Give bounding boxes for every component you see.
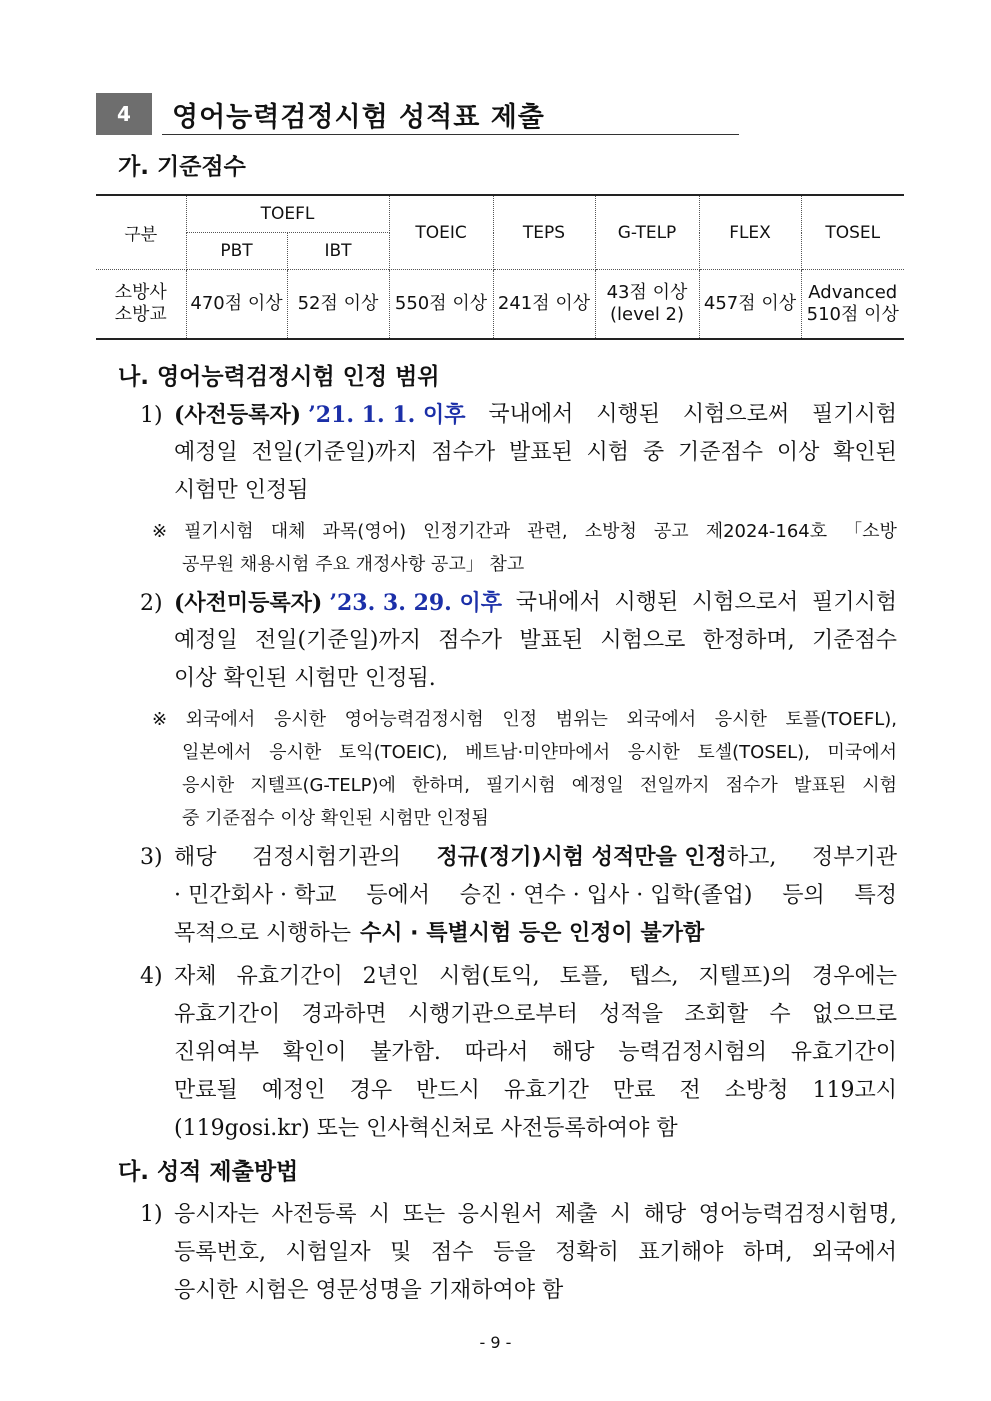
word: 자체 bbox=[174, 964, 217, 989]
item-4-line-4 bbox=[140, 1072, 897, 1110]
word: 미국에서 bbox=[827, 742, 897, 763]
word: 응시한 bbox=[182, 775, 235, 796]
word: 해당 bbox=[643, 1202, 687, 1227]
word: 응시한 bbox=[714, 709, 767, 730]
word: 유효기간 bbox=[503, 1078, 589, 1103]
word: 점수가 bbox=[431, 440, 496, 465]
word: 승진 · 연수 · 입사 · 입학(졸업) bbox=[459, 883, 753, 908]
word: 경우 bbox=[349, 1078, 393, 1103]
word: 공고 bbox=[653, 521, 689, 542]
word: 토익(TOEIC), bbox=[338, 742, 448, 763]
item-c-1-num: 1) bbox=[140, 1202, 163, 1227]
word: 한하며, bbox=[412, 775, 470, 796]
gtelp-score-line1: 43점 이상 bbox=[606, 282, 688, 303]
word: 기준점수 bbox=[677, 440, 763, 465]
word: 예정인 bbox=[261, 1078, 326, 1103]
word: 수 bbox=[769, 1002, 791, 1027]
section-number-badge: 4 bbox=[96, 93, 152, 135]
row-label-line1: 소방사 bbox=[114, 282, 167, 303]
item-4 bbox=[140, 958, 897, 1148]
word: 시행된 bbox=[614, 590, 679, 615]
word: 2년인 bbox=[362, 964, 420, 989]
word: 시험으로 bbox=[600, 628, 686, 653]
item-4-line-2 bbox=[140, 996, 897, 1034]
word: 토플(TOEFL), bbox=[785, 709, 897, 730]
word: 및 bbox=[390, 1240, 412, 1265]
item-c-1 bbox=[140, 1196, 897, 1310]
word: 텝스, bbox=[629, 964, 679, 989]
word: 관련, bbox=[527, 521, 568, 542]
item-2-date: ’23. 3. 29. 이후 bbox=[329, 590, 503, 616]
word: 시험으로서 bbox=[691, 590, 799, 615]
cell-teps-score: 241점 이상 bbox=[493, 270, 595, 340]
item-3-line-2 bbox=[140, 877, 897, 915]
word: 성적을 bbox=[599, 1002, 664, 1027]
word: 점수가 bbox=[725, 775, 778, 796]
word: 한정하며, bbox=[702, 628, 795, 653]
header-toefl: TOEFL bbox=[186, 195, 389, 233]
word: 사전등록 bbox=[271, 1202, 357, 1227]
word: 등록번호, bbox=[174, 1240, 267, 1265]
note-2 bbox=[152, 703, 897, 835]
word: 불가함. bbox=[370, 1040, 441, 1065]
word: 등에서 bbox=[366, 883, 431, 908]
word: 점수가 bbox=[438, 628, 503, 653]
item-c-1-line-1 bbox=[140, 1196, 897, 1234]
word: 하며, bbox=[742, 1240, 793, 1265]
subsection-c-title: 다. 성적 제출방법 bbox=[118, 1159, 299, 1185]
table-header-row bbox=[96, 195, 904, 233]
word: 전 bbox=[679, 1078, 701, 1103]
word: 만료 bbox=[612, 1078, 656, 1103]
text: (119gosi.kr) 또는 인사혁신처로 사전등록하여야 함 bbox=[174, 1116, 678, 1141]
word: 소방청 bbox=[724, 1078, 789, 1103]
word: 확인된 bbox=[833, 440, 897, 465]
word: 응시자는 bbox=[174, 1202, 260, 1227]
word: 검정시험기관의 bbox=[252, 845, 401, 870]
word: 토셀(TOSEL), bbox=[697, 742, 810, 763]
word: 해당 bbox=[174, 845, 217, 870]
word: 인정 bbox=[502, 709, 538, 730]
word: 유효기간이 bbox=[236, 964, 343, 989]
item-1-date: ’21. 1. 1. 이후 bbox=[308, 402, 466, 428]
word: 응시한 bbox=[627, 742, 680, 763]
word: 시행된 bbox=[596, 402, 660, 427]
header-toeic: TOEIC bbox=[389, 195, 493, 270]
word: 응시한 bbox=[269, 742, 322, 763]
word: 해당 bbox=[552, 1040, 595, 1065]
word: 응시원서 bbox=[457, 1202, 543, 1227]
word: 일본에서 bbox=[182, 742, 252, 763]
word: 시험일자 bbox=[285, 1240, 371, 1265]
word: 인정기간과 bbox=[423, 521, 511, 542]
word: 외국에서 bbox=[626, 709, 697, 730]
word: 지텔프)의 bbox=[698, 964, 793, 989]
word: 반드시 bbox=[416, 1078, 480, 1103]
cell-flex-score: 457점 이상 bbox=[699, 270, 801, 340]
item-1-num: 1) bbox=[140, 403, 163, 428]
word: 만료될 bbox=[174, 1078, 238, 1103]
word: 국내에서 bbox=[488, 402, 574, 427]
cell-pbt-score: 470점 이상 bbox=[186, 270, 287, 340]
note-mark: ※ bbox=[152, 521, 168, 542]
text: 공무원 채용시험 주요 개정사항 공고」 참고 bbox=[182, 554, 525, 575]
row-label-line2: 소방교 bbox=[114, 304, 167, 325]
word: 지텔프(G-TELP)에 bbox=[250, 775, 396, 796]
word: 확인이 bbox=[282, 1040, 347, 1065]
note-2-line-4 bbox=[152, 802, 897, 835]
word: 전일(기준일)까지 bbox=[251, 440, 418, 465]
word: 예정일 bbox=[571, 775, 624, 796]
gtelp-score-line2: (level 2) bbox=[610, 304, 685, 325]
word: 대체 bbox=[270, 521, 306, 542]
text: 중 기준점수 이상 확인된 시험만 인정됨 bbox=[182, 808, 489, 829]
header-group: 구분 bbox=[96, 195, 186, 270]
word: 정부기관 bbox=[811, 845, 897, 870]
item-c-1-line-2 bbox=[140, 1234, 897, 1272]
word: 없으므로 bbox=[811, 1002, 897, 1027]
word: 시험 bbox=[862, 775, 897, 796]
item-3-emphasis: 정규(정기)시험 성적만을 인정 bbox=[436, 845, 727, 870]
text: 목적으로 시행하는 bbox=[174, 921, 352, 946]
tosel-score-line1: Advanced bbox=[808, 282, 898, 303]
word: 정확히 bbox=[555, 1240, 619, 1265]
word: · 민간회사 · 학교 bbox=[174, 883, 337, 908]
table-row bbox=[96, 270, 904, 340]
note-mark: ※ bbox=[152, 709, 168, 730]
item-3-line-1 bbox=[140, 839, 897, 877]
word: 표기해야 bbox=[638, 1240, 724, 1265]
cell-toeic-score: 550점 이상 bbox=[389, 270, 493, 340]
word: 소방청 bbox=[584, 521, 637, 542]
section-title: 영어능력검정시험 성적표 제출 bbox=[172, 102, 545, 133]
word: 「소방 bbox=[844, 521, 897, 542]
word: 능력검정시험의 bbox=[618, 1040, 768, 1065]
cell-tosel-score bbox=[801, 270, 904, 340]
word: 필기시험 bbox=[811, 402, 897, 427]
word: 시험(토익, bbox=[439, 964, 540, 989]
word: 필기시험 bbox=[486, 775, 556, 796]
word: 범위는 bbox=[555, 709, 608, 730]
item-c-1-line-3 bbox=[140, 1272, 897, 1310]
item-1-line-1 bbox=[140, 396, 897, 434]
text: 응시한 시험은 영문성명을 기재하여야 함 bbox=[174, 1278, 564, 1303]
word: 또는 bbox=[402, 1202, 446, 1227]
item-2-num: 2) bbox=[140, 591, 163, 616]
word: 발표된 bbox=[519, 628, 584, 653]
word: 전일까지 bbox=[639, 775, 710, 796]
score-table bbox=[96, 194, 904, 340]
item-3-emphasis-2: 수시 · 특별시험 등은 인정이 불가함 bbox=[360, 921, 705, 946]
header-pbt: PBT bbox=[186, 233, 287, 270]
subsection-a-title: 가. 기준점수 bbox=[118, 154, 246, 180]
section-header bbox=[96, 93, 739, 137]
word: 시 bbox=[368, 1202, 391, 1227]
word: 중 bbox=[642, 440, 665, 465]
tosel-score-line2: 510점 이상 bbox=[806, 304, 899, 325]
word: 발표된 bbox=[793, 775, 847, 796]
header-ibt: IBT bbox=[287, 233, 389, 270]
word: 제출 bbox=[555, 1202, 598, 1227]
word: 전일(기준일)까지 bbox=[255, 628, 421, 653]
word: 외국에서 bbox=[811, 1240, 897, 1265]
item-1-line-2 bbox=[140, 434, 897, 472]
header-gtelp: G-TELP bbox=[595, 195, 699, 270]
item-1-label: (사전등록자) bbox=[174, 402, 302, 428]
word: 과목(영어) bbox=[322, 521, 407, 542]
word: 기준점수 bbox=[811, 628, 897, 653]
word: 예정일 bbox=[174, 628, 238, 653]
page-number: - 9 - bbox=[479, 1333, 512, 1352]
word: 시 bbox=[609, 1202, 632, 1227]
word: 특정 bbox=[854, 883, 897, 908]
word: 응시한 bbox=[273, 709, 327, 730]
item-4-num: 4) bbox=[140, 964, 163, 989]
item-2-label: (사전미등록자) bbox=[174, 590, 323, 616]
header-tosel: TOSEL bbox=[801, 195, 904, 270]
text: 시험만 인정됨 bbox=[174, 478, 309, 503]
row-label bbox=[96, 270, 186, 340]
note-2-line-2 bbox=[152, 736, 897, 769]
word: 외국에서 bbox=[185, 709, 256, 730]
item-3 bbox=[140, 839, 897, 953]
word: 조회할 bbox=[684, 1002, 749, 1027]
word: 점수 bbox=[430, 1240, 474, 1265]
word: 등을 bbox=[493, 1240, 536, 1265]
subsection-b-title: 나. 영어능력검정시험 인정 범위 bbox=[118, 364, 440, 390]
word: 토플, bbox=[559, 964, 610, 989]
note-1-line-2 bbox=[152, 548, 897, 581]
item-1 bbox=[140, 396, 897, 510]
word: 시험으로써 bbox=[682, 402, 790, 427]
item-4-line-1 bbox=[140, 958, 897, 996]
word: 영어능력검정시험 bbox=[344, 709, 484, 730]
item-2-line-3 bbox=[140, 660, 897, 698]
word: 발표된 bbox=[508, 440, 573, 465]
text: 이상 확인된 시험만 인정됨. bbox=[174, 666, 436, 691]
word: 따라서 bbox=[464, 1040, 529, 1065]
word: 제2024-164호 bbox=[705, 521, 828, 542]
word: 119고시 bbox=[812, 1078, 897, 1103]
note-1 bbox=[152, 515, 897, 581]
note-2-line-3 bbox=[152, 769, 897, 802]
word: 시험 bbox=[586, 440, 630, 465]
word: 경우에는 bbox=[811, 964, 897, 989]
word: 베트남·미얀마에서 bbox=[465, 742, 611, 763]
item-1-line-3 bbox=[140, 472, 897, 510]
word: 필기시험 bbox=[811, 590, 897, 615]
header-flex: FLEX bbox=[699, 195, 801, 270]
word: 시행기관으로부터 bbox=[407, 1002, 578, 1027]
note-2-line-1 bbox=[152, 703, 897, 736]
item-2 bbox=[140, 584, 897, 698]
word: 하고, bbox=[726, 845, 777, 870]
word: 영어능력검정시험명, bbox=[698, 1202, 897, 1227]
cell-ibt-score: 52점 이상 bbox=[287, 270, 389, 340]
word: 유효기간이 bbox=[790, 1040, 897, 1065]
note-1-line-1 bbox=[152, 515, 897, 548]
word: 필기시험 bbox=[184, 521, 254, 542]
item-2-line-2 bbox=[140, 622, 897, 660]
section-underline bbox=[162, 134, 739, 135]
word: 등의 bbox=[782, 883, 825, 908]
word: 이상 bbox=[776, 440, 820, 465]
cell-gtelp-score bbox=[595, 270, 699, 340]
item-2-line-1 bbox=[140, 584, 897, 622]
header-teps: TEPS bbox=[493, 195, 595, 270]
word: 국내에서 bbox=[515, 590, 601, 615]
word: 유효기간이 bbox=[174, 1002, 281, 1027]
item-3-num: 3) bbox=[140, 845, 163, 870]
item-4-line-3 bbox=[140, 1034, 897, 1072]
word: 경과하면 bbox=[301, 1002, 387, 1027]
item-3-line-3 bbox=[140, 915, 897, 953]
word: 진위여부 bbox=[174, 1040, 260, 1065]
item-4-line-5 bbox=[140, 1110, 897, 1148]
word: 예정일 bbox=[174, 440, 238, 465]
